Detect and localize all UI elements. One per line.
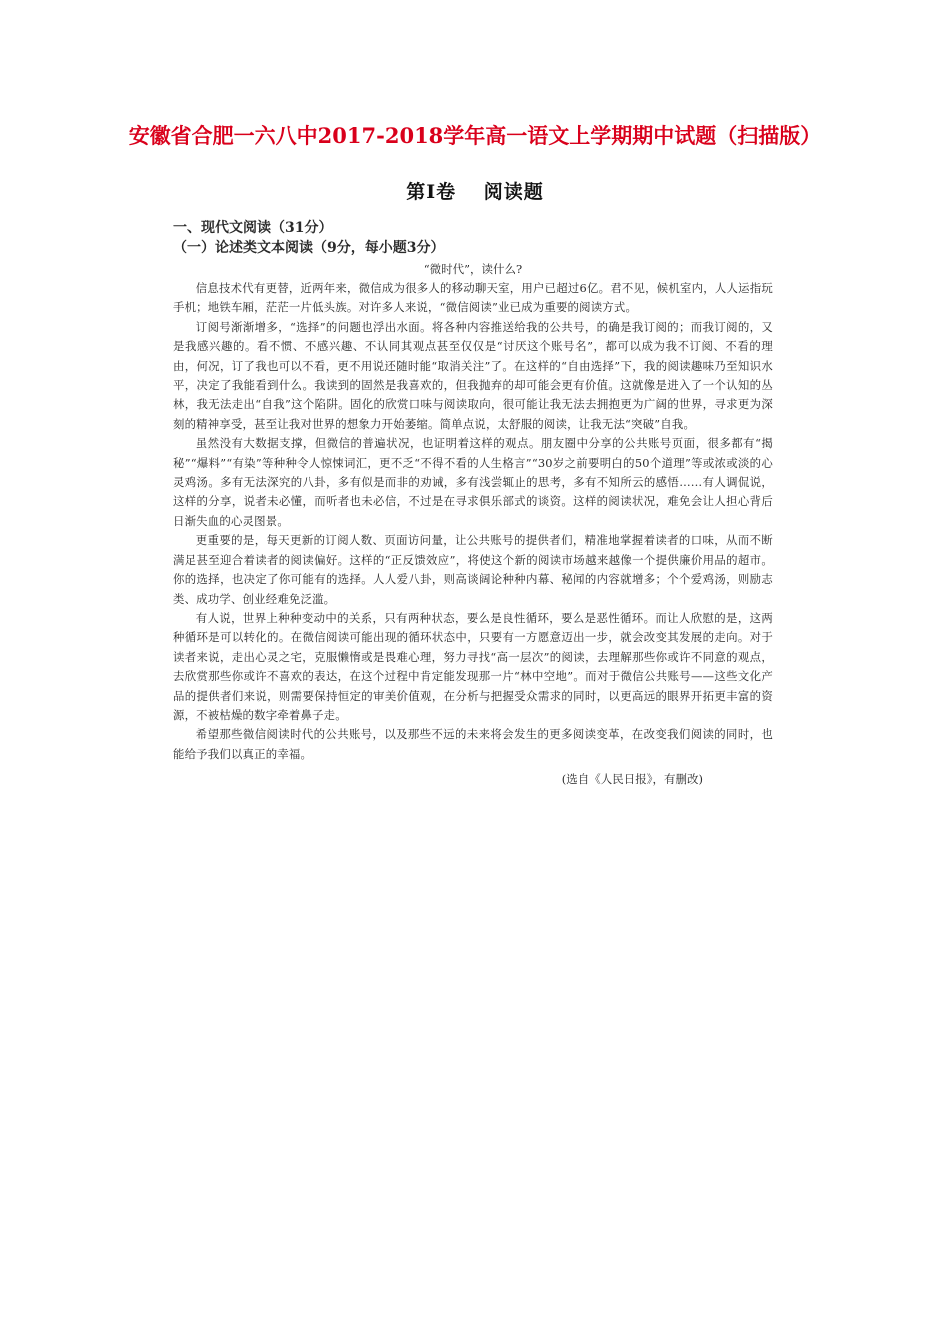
source-citation: (选自《人民日报》，有删改) [561, 772, 703, 787]
scanned-page-content [173, 218, 773, 788]
paragraph: 更重要的是，每天更新的订阅人数、页面访问量，让公共账号的提供者们，精准地掌握着读者的口味，从而不断满足甚至迎合着读者的阅读偏好。这样的“正反馈效应”，将使这个新的阅读市场越来越像一个提供廉价用品的超市。你的选择，也决定了你可能有的选择。人人爱八卦，则高谈阔论种种内幕、秘闻的内容就增多；个个爱鸡汤，则励志类、成功学、创业经难免泛滥。 [173, 533, 773, 606]
document-title: 安徽省合肥一六八中2017-2018学年高一语文上学期期中试题（扫描版） [128, 123, 822, 148]
paragraph: 订阅号渐渐增多，“选择”的问题也浮出水面。将各种内容推送给我的公共号，的确是我订阅的；而我订阅的，又是我感兴趣的。看不惯、不感兴趣、不认同其观点甚至仅仅是“讨厌这个账号名”，都可以成为我不订阅、不看的理由，何况，订了我也可以不看，更不用说还随时能“取消关注”了。在这样的“自由选择”下，我的阅读趣味乃至知识水平，决定了我能看到什么。我读到的固然是我喜欢的，但我抛弃的却可能会更有价值。这就像是进入了一个认知的丛林，我无法走出“自我”这个陷阱。固化的欣赏口味与阅读取向，很可能让我无法去拥抱更为广阔的世界，寻求更为深刻的精神享受，甚至让我对世界的想象力开始萎缩。简单点说，太舒服的阅读，让我无法“突破”自我。 [173, 319, 773, 431]
paragraph: 希望那些微信阅读时代的公共账号，以及那些不远的未来将会发生的更多阅读变革，在改变我们阅读的同时，也能给予我们以真正的幸福。 [173, 727, 773, 761]
sub-heading: （一）论述类文本阅读（9分，每小题3分） [173, 240, 445, 256]
paragraph: 虽然没有大数据支撑，但微信的普遍状况，也证明着这样的观点。朋友圈中分享的公共账号页面，很多都有“揭秘”“爆料”“有染”等种种令人惊悚词汇，更不乏“不得不看的人生格言”“30岁之前要明白的50个道理”等或浓或淡的心灵鸡汤。多有无法深究的八卦，多有似是而非的劝诫，多有浅尝辄止的思考，多有不知所云的感悟……有人调侃说，这样的分享，说者未必懂，而听者也未必信，不过是在寻求俱乐部式的谈资。这样的阅读状况，难免会让人担心背后日渐失血的心灵图景。 [173, 436, 773, 528]
article-title: “微时代”，读什么? [423, 262, 523, 276]
paragraph: 有人说，世界上种种变动中的关系，只有两种状态，要么是良性循环，要么是恶性循环。而让人欣慰的是，这两种循环是可以转化的。在微信阅读可能出现的循环状态中，只要有一方愿意迈出一步，就会改变其发展的走向。对于读者来说，走出心灵之宅，克服懒惰或是畏难心理，努力寻找“高一层次”的阅读，去理解那些你或许不同意的观点，去欣赏那些你或许不喜欢的表达，在这个过程中肯定能发现那一片“林中空地”。而对于微信公共账号——这些文化产品的提供者们来说，则需要保持恒定的审美价值观，在分析与把握受众需求的同时，以更高远的眼界开拓更丰富的资源，不被枯燥的数字牵着鼻子走。 [173, 610, 773, 722]
paragraph: 信息技术代有更替，近两年来，微信成为很多人的移动聊天室，用户已超过6亿。君不见，候机室内，人人运指玩手机；地铁车厢，茫茫一片低头族。对许多人来说，“微信阅读”业已成为重要的阅读方式。 [173, 281, 773, 315]
section-title: 第Ⅰ卷 阅读题 [406, 181, 544, 203]
part-heading: 一、现代文阅读（31分） [173, 220, 333, 236]
